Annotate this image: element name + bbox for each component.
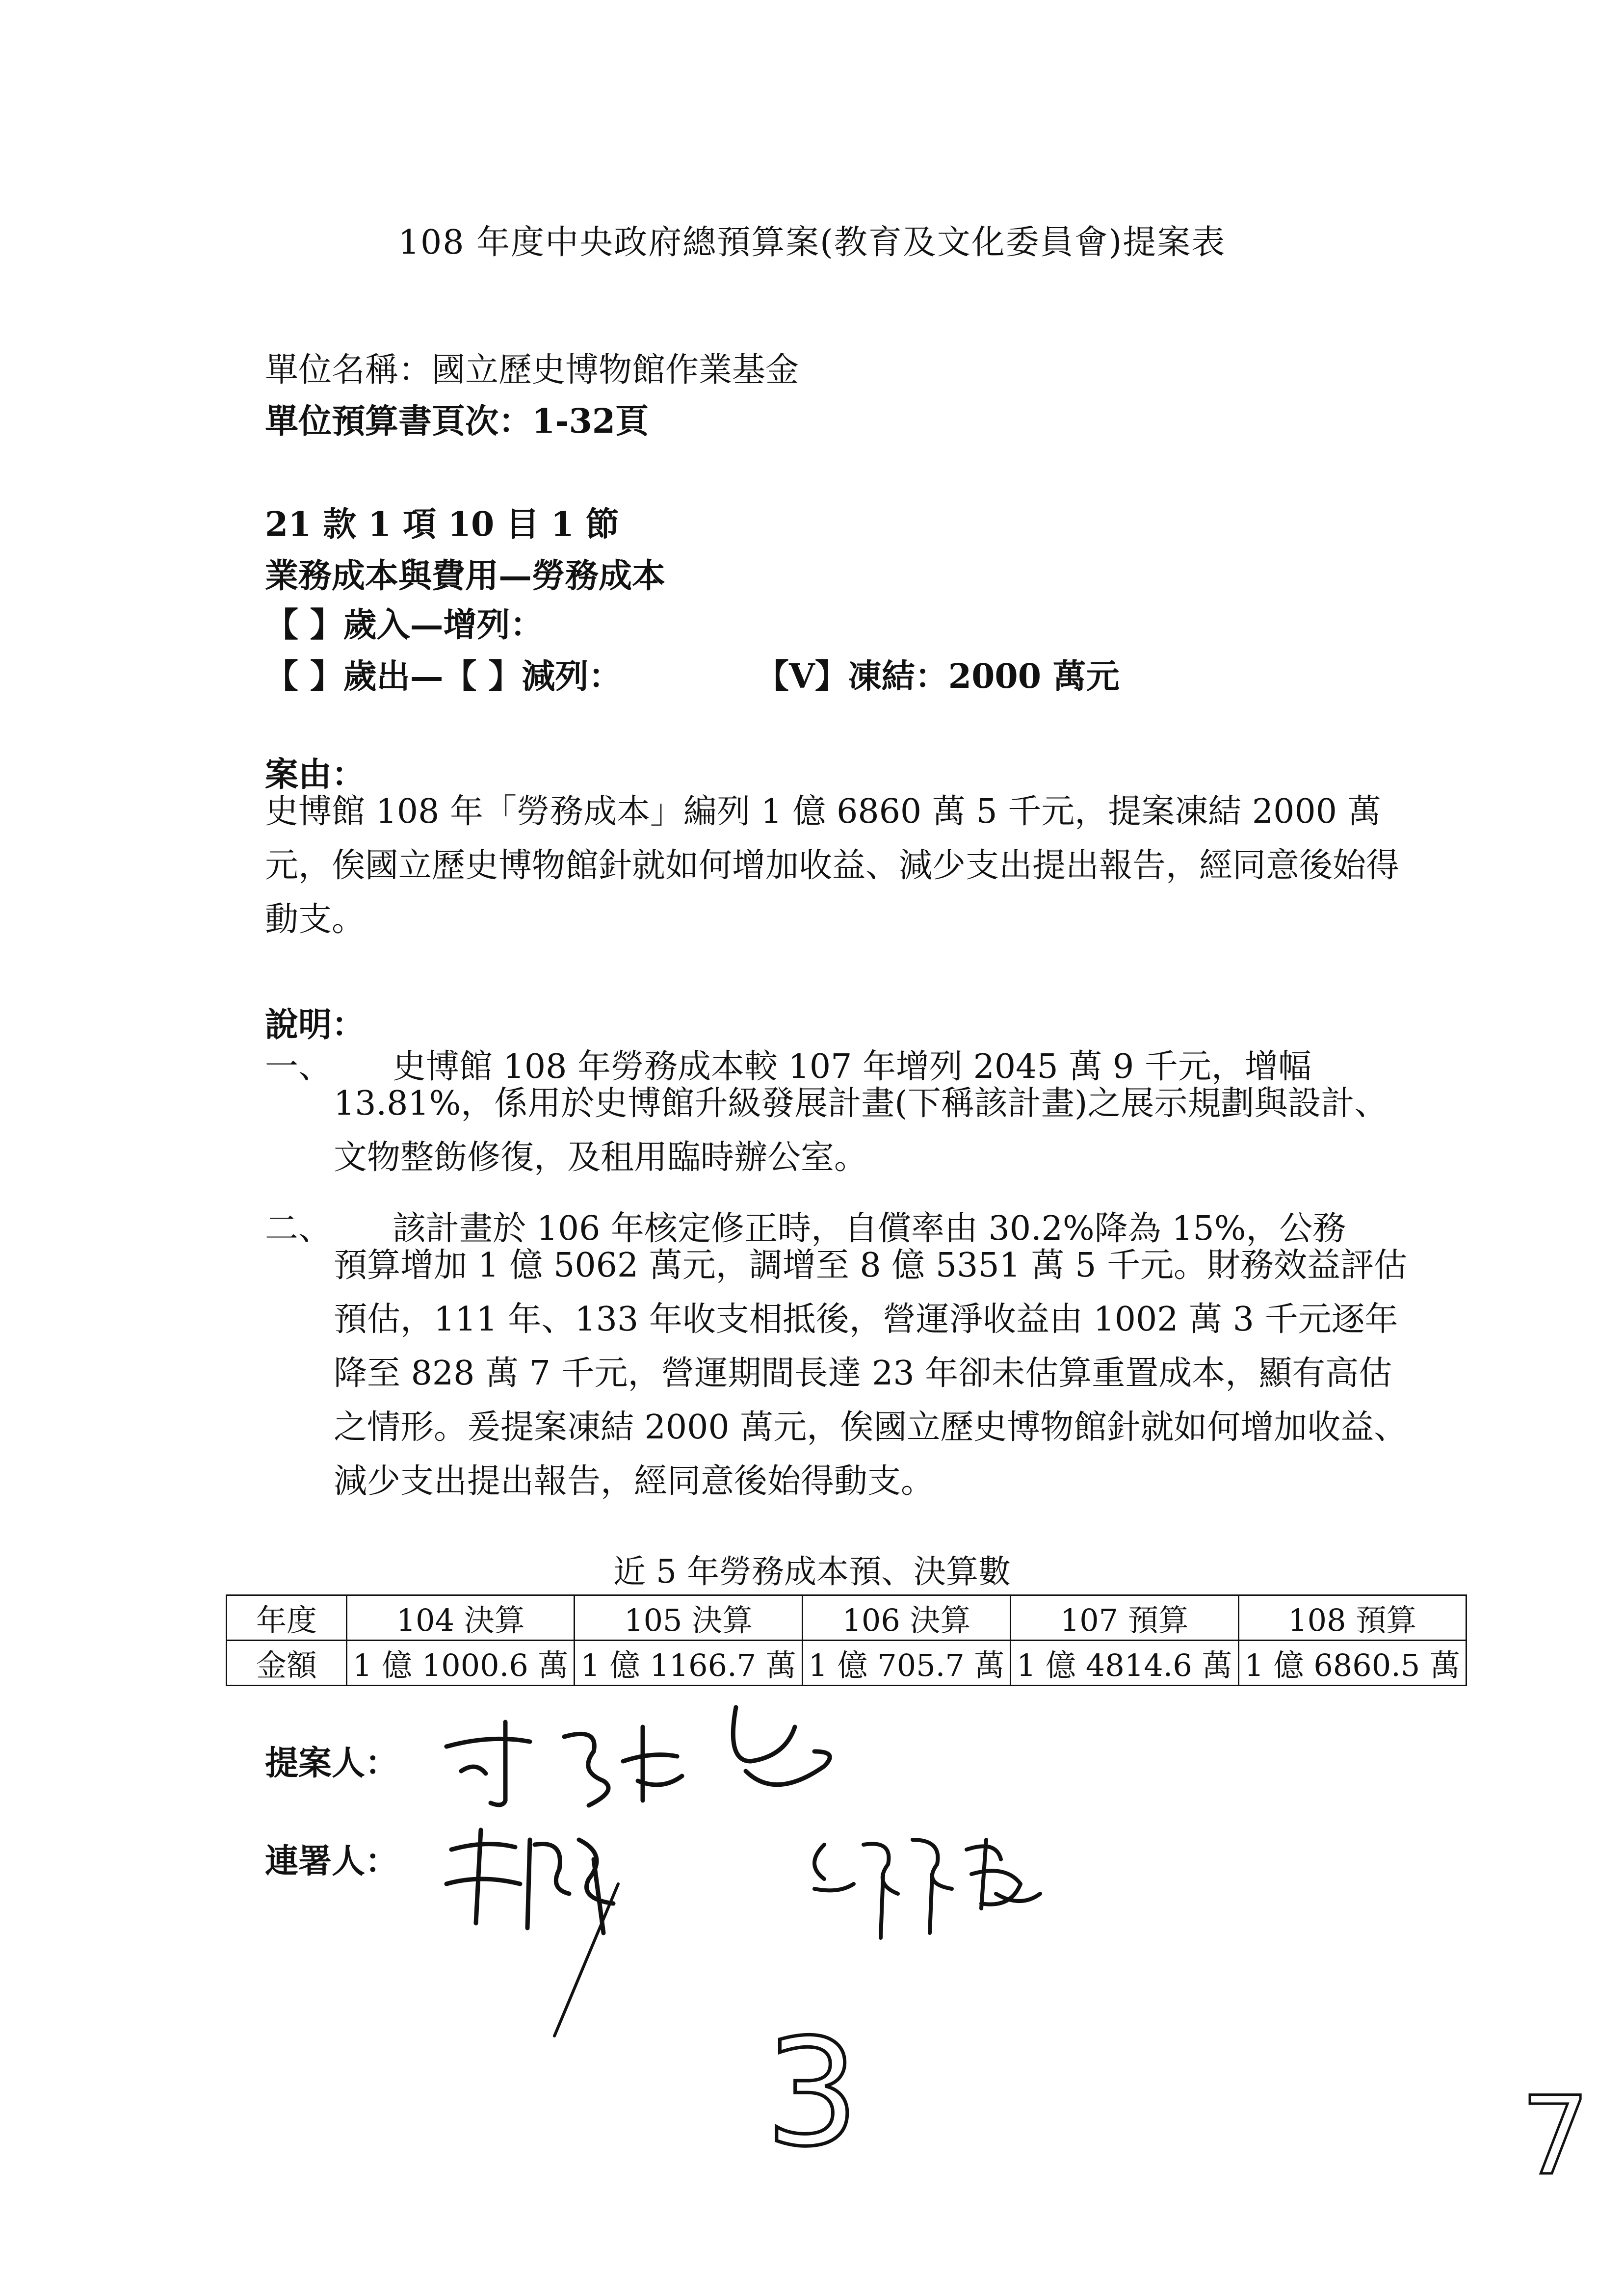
expense-line: 【 】歲出—【 】減列： (265, 657, 622, 696)
handwritten-number-text: 3 (765, 2016, 859, 2164)
table-cell: 金額 (227, 1641, 347, 1686)
section-code: 21 款 1 項 10 目 1 節 (265, 505, 619, 544)
table-header-cell: 104 決算 (347, 1595, 575, 1641)
unit-name: 單位名稱：國立歷史博物館作業基金 (265, 351, 799, 390)
table-cell: 1 億 1166.7 萬 (575, 1641, 802, 1686)
table-cell: 1 億 1000.6 萬 (347, 1641, 575, 1686)
unit-page-value: 1-32頁 (532, 402, 649, 441)
handwritten-number-3 (756, 2016, 883, 2164)
table-header-cell: 106 決算 (802, 1595, 1010, 1641)
page-number (1516, 2075, 1595, 2188)
table-row (227, 1641, 1467, 1686)
unit-page-label: 單位預算書頁次： (265, 402, 532, 441)
table-cell: 1 億 6860.5 萬 (1238, 1641, 1466, 1686)
table-cell: 1 億 705.7 萬 (802, 1641, 1010, 1686)
explanation-item-1-first-line: 史博館 108 年勞務成本較 107 年增列 2045 萬 9 千元，增幅 (393, 1047, 1311, 1086)
explanation-item-1-body: 13.81%，係用於史博館升級發展計畫(下稱該計畫)之展示規劃與設計、文物整飭修復，及租用臨時辦公室。 (334, 1084, 1388, 1177)
unit-page-reference (265, 395, 649, 443)
item-name: 業務成本與費用—勞務成本 (265, 556, 666, 596)
revenue-line: 【 】歲入—增列： (265, 605, 544, 645)
table-header-cell: 年度 (227, 1595, 347, 1641)
explanation-marker-2: 二、 (265, 1209, 332, 1248)
table-header-cell: 108 預算 (1238, 1595, 1466, 1641)
cost-table (226, 1594, 1467, 1686)
page-number-text: 7 (1521, 2075, 1590, 2188)
explanation-marker-1: 一、 (265, 1047, 332, 1086)
table-header-row (227, 1595, 1467, 1641)
cosigner-signature (432, 1810, 1168, 2041)
cosigner-label: 連署人： (265, 1842, 399, 1881)
explanation-item-2-body: 預算增加 1 億 5062 萬元，調增至 8 億 5351 萬 5 千元。財務效益評估預估，111 年、133 年收支相抵後，營運淨收益由 1002 萬 3 千元逐年降至 828 萬 7 千元，營運期間長達 23 年卻未估算重置成本，顯有高估之情形。爰提案凍結 2000 萬元，俟國立歷史博物館針就如何增加收益、減少支出提出報告，經同意後始得動支。 (334, 1246, 1408, 1501)
freeze-line: 【V】凍結：2000 萬元 (756, 657, 1120, 696)
table-header-cell: 107 預算 (1011, 1595, 1238, 1641)
table-caption: 近 5 年勞務成本預、決算數 (613, 1553, 1011, 1591)
proposer-signature (432, 1688, 873, 1815)
reason-heading: 案由： (265, 755, 366, 794)
table-cell: 1 億 4814.6 萬 (1011, 1641, 1238, 1686)
proposer-label: 提案人： (265, 1744, 399, 1783)
document-title: 108 年度中央政府總預算案(教育及文化委員會)提案表 (398, 223, 1226, 262)
table-header-cell: 105 決算 (575, 1595, 802, 1641)
explanation-item-2-first-line: 該計畫於 106 年核定修正時，自償率由 30.2%降為 15%，公務 (393, 1209, 1346, 1248)
reason-text: 史博館 108 年「勞務成本」編列 1 億 6860 萬 5 千元，提案凍結 2000 萬元，俟國立歷史博物館針就如何增加收益、減少支出提出報告，經同意後始得動支。 (265, 792, 1400, 939)
explanation-heading: 說明： (265, 1005, 366, 1044)
